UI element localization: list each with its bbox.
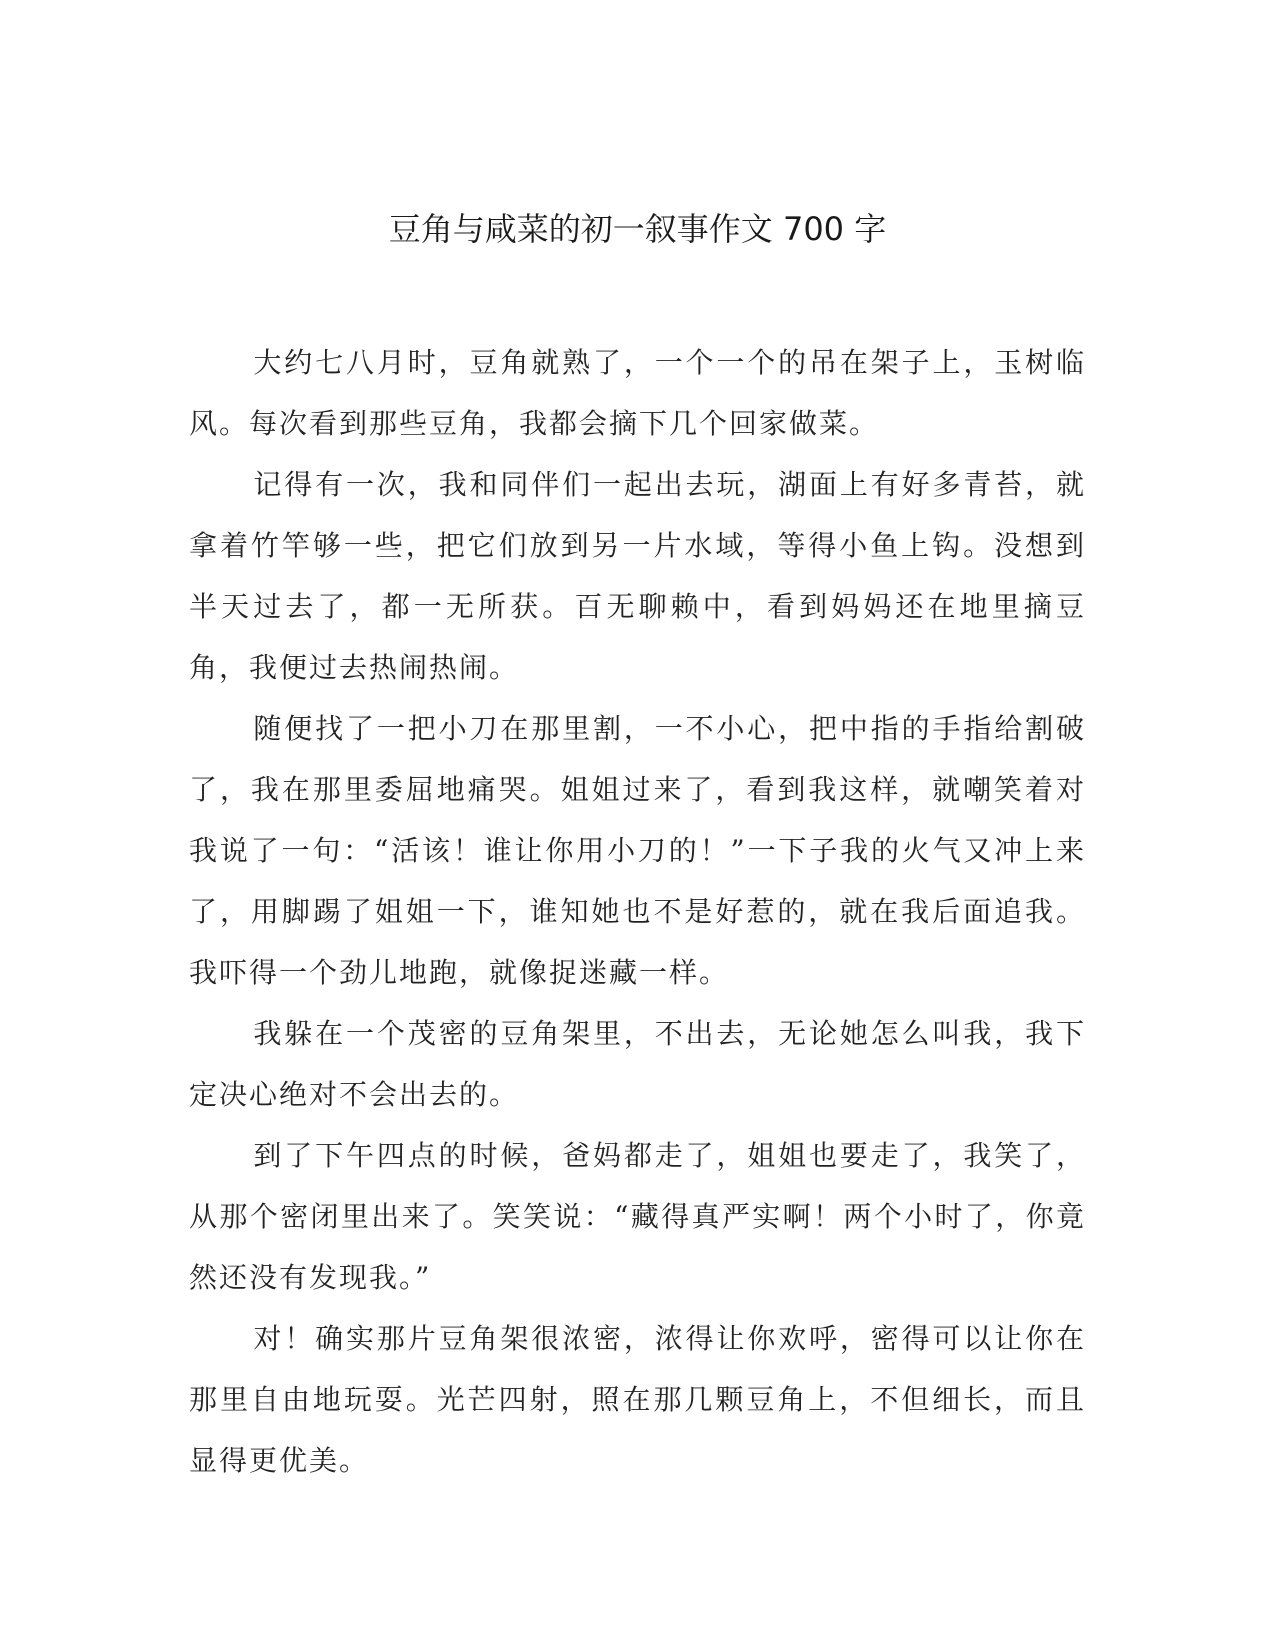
paragraph: 随便找了一把小刀在那里割，一不小心，把中指的手指给割破了，我在那里委屈地痛哭。姐姐过来了，看到我这样，就嘲笑着对我说了一句：“活该！谁让你用小刀的！”一下子我的火气又冲上来了，用脚踢了姐姐一下，谁知她也不是好惹的，就在我后面追我。我吓得一个劲儿地跑，就像捉迷藏一样。 (189, 712, 1086, 989)
paragraph: 记得有一次，我和同伴们一起出去玩，湖面上有好多青苔，就拿着竹竿够一些，把它们放到另一片水域，等得小鱼上钩。没想到半天过去了，都一无所获。百无聊赖中，看到妈妈还在地里摘豆角，我便过去热闹热闹。 (189, 468, 1086, 684)
document-title: 豆角与咸菜的初一叙事作文 700 字 (388, 210, 887, 248)
paragraph: 对！确实那片豆角架很浓密，浓得让你欢呼，密得可以让你在那里自由地玩耍。光芒四射，照在那几颗豆角上，不但细长，而且显得更优美。 (189, 1322, 1086, 1477)
paragraph: 到了下午四点的时候，爸妈都走了，姐姐也要走了，我笑了，从那个密闭里出来了。笑笑说：“藏得真严实啊！两个小时了，你竟然还没有发现我。” (189, 1139, 1086, 1294)
document-body (189, 332, 1086, 1491)
paragraph: 我躲在一个茂密的豆角架里，不出去，无论她怎么叫我，我下定决心绝对不会出去的。 (189, 1017, 1086, 1111)
paragraph: 大约七八月时，豆角就熟了，一个一个的吊在架子上，玉树临风。每次看到那些豆角，我都会摘下几个回家做菜。 (189, 346, 1086, 440)
